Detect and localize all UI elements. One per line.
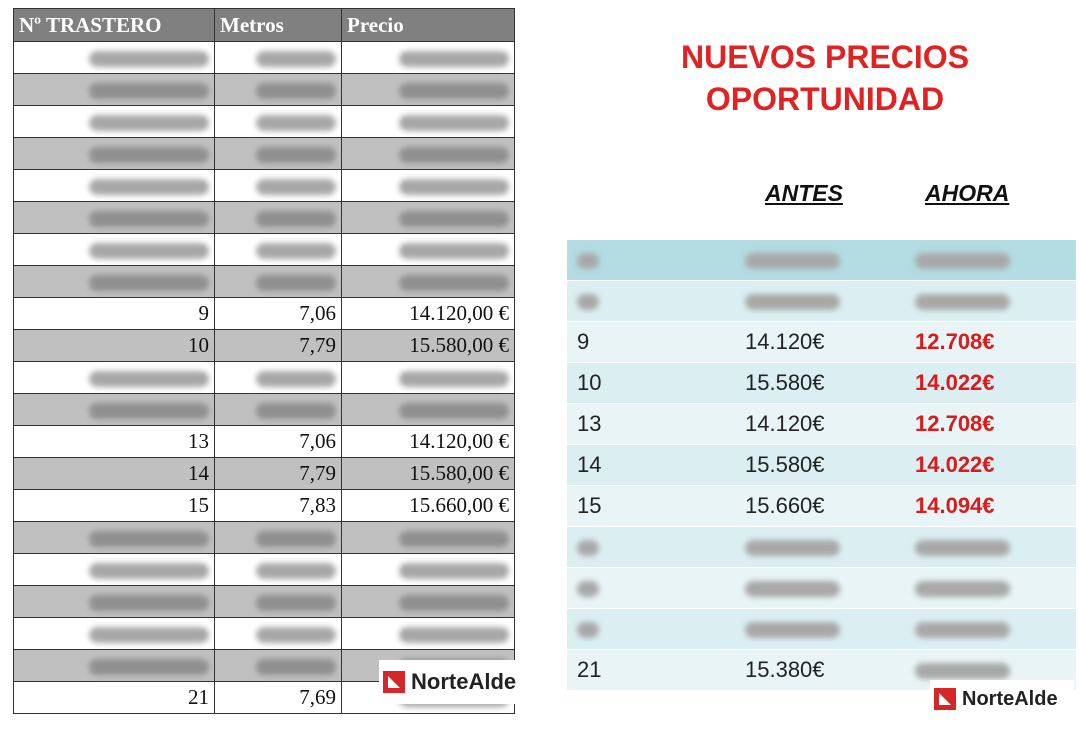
cell-antes [745, 568, 915, 609]
brand-mark-icon [934, 688, 956, 710]
cell-trastero [14, 138, 215, 170]
redaction-blur [577, 622, 599, 638]
table-row [567, 322, 1076, 363]
cell-trastero [567, 609, 745, 650]
cell-ahora [915, 527, 1076, 568]
redaction-blur [915, 294, 1010, 310]
cell-ahora [915, 609, 1076, 650]
cell-precio [342, 234, 515, 266]
redaction-blur [399, 595, 509, 611]
cell-trastero: 13 [567, 404, 745, 445]
redaction-blur [256, 595, 336, 611]
cell-precio [342, 618, 515, 650]
cell-trastero: 14 [14, 458, 215, 490]
column-label-antes: ANTES [765, 180, 843, 206]
redaction-blur [399, 563, 509, 579]
column-label-ahora: AHORA [925, 180, 1010, 206]
table-row [567, 486, 1076, 527]
cell-metros: 7,83 [215, 490, 342, 522]
headline-line-1: NUEVOS PRECIOS [680, 39, 970, 75]
redaction-blur [256, 51, 336, 67]
cell-metros [215, 554, 342, 586]
cell-metros [215, 106, 342, 138]
redaction-blur [256, 83, 336, 99]
table-row [14, 426, 515, 458]
cell-metros: 7,06 [215, 426, 342, 458]
cell-precio [342, 202, 515, 234]
redacted-row [567, 281, 1076, 322]
brand-logo-left [379, 660, 518, 704]
cell-precio [342, 170, 515, 202]
cell-metros [215, 42, 342, 74]
redaction-blur [256, 563, 336, 579]
redacted-row [14, 234, 515, 266]
cell-trastero [14, 554, 215, 586]
redaction-blur [577, 540, 599, 556]
cell-precio: 15.660,00 € [342, 490, 515, 522]
table-row [14, 298, 515, 330]
redaction-blur [89, 51, 209, 67]
cell-precio: 14.120,00 € [342, 298, 515, 330]
cell-trastero [14, 202, 215, 234]
cell-trastero [14, 650, 215, 682]
cell-trastero: 13 [14, 426, 215, 458]
cell-metros: 7,69 [215, 682, 342, 714]
redaction-blur [399, 147, 509, 163]
redaction-blur [915, 663, 1010, 679]
cell-trastero: 15 [567, 486, 745, 527]
cell-metros [215, 650, 342, 682]
cell-trastero: 9 [14, 298, 215, 330]
table-row [567, 445, 1076, 486]
redaction-blur [89, 627, 209, 643]
table-header-row [14, 9, 515, 42]
cell-antes [745, 240, 915, 281]
cell-metros [215, 170, 342, 202]
table-row [14, 330, 515, 362]
redacted-row [567, 568, 1076, 609]
cell-ahora: 12.708€ [915, 404, 1076, 445]
cell-trastero [14, 618, 215, 650]
redaction-blur [915, 622, 1010, 638]
redacted-row [14, 138, 515, 170]
cell-antes: 14.120€ [745, 404, 915, 445]
cell-precio [342, 522, 515, 554]
redaction-blur [577, 253, 599, 269]
redacted-row [14, 618, 515, 650]
cell-antes: 14.120€ [745, 322, 915, 363]
cell-antes [745, 527, 915, 568]
redaction-blur [256, 211, 336, 227]
cell-precio [342, 586, 515, 618]
cell-ahora: 14.022€ [915, 363, 1076, 404]
redaction-blur [399, 627, 509, 643]
redaction-blur [915, 540, 1010, 556]
cell-trastero: 15 [14, 490, 215, 522]
cell-ahora: 12.708€ [915, 322, 1076, 363]
cell-metros: 7,06 [215, 298, 342, 330]
cell-precio [342, 554, 515, 586]
redaction-blur [89, 211, 209, 227]
cell-precio: 14.120,00 € [342, 426, 515, 458]
redaction-blur [89, 275, 209, 291]
cell-ahora: 14.094€ [915, 486, 1076, 527]
cell-ahora [915, 240, 1076, 281]
header-metros: Metros [215, 9, 342, 42]
redacted-row [14, 554, 515, 586]
cell-metros [215, 394, 342, 426]
cell-trastero [14, 586, 215, 618]
cell-precio: 15.580,00 € [342, 330, 515, 362]
redaction-blur [89, 563, 209, 579]
redaction-blur [89, 179, 209, 195]
cell-trastero: 21 [14, 682, 215, 714]
redaction-blur [745, 581, 840, 597]
cell-antes [745, 609, 915, 650]
new-prices-table [567, 240, 1076, 691]
cell-trastero [14, 394, 215, 426]
cell-trastero [14, 522, 215, 554]
cell-ahora [915, 568, 1076, 609]
redaction-blur [399, 275, 509, 291]
brand-name: NorteAlde [962, 687, 1058, 710]
redaction-blur [256, 147, 336, 163]
redacted-row [567, 609, 1076, 650]
cell-precio [342, 394, 515, 426]
redaction-blur [399, 243, 509, 259]
redaction-blur [256, 659, 336, 675]
redaction-blur [915, 581, 1010, 597]
table-row [567, 363, 1076, 404]
table-row [14, 490, 515, 522]
cell-metros [215, 266, 342, 298]
redacted-row [567, 527, 1076, 568]
redacted-row [14, 74, 515, 106]
brand-logo-right [930, 680, 1074, 718]
redaction-blur [89, 371, 209, 387]
redaction-blur [399, 531, 509, 547]
redacted-row [14, 362, 515, 394]
redaction-blur [256, 627, 336, 643]
redaction-blur [256, 403, 336, 419]
cell-metros [215, 586, 342, 618]
cell-trastero [14, 106, 215, 138]
cell-ahora [915, 281, 1076, 322]
redaction-blur [745, 253, 840, 269]
redaction-blur [256, 243, 336, 259]
header-precio: Precio [342, 9, 515, 42]
redaction-blur [399, 83, 509, 99]
cell-precio [342, 362, 515, 394]
cell-trastero: 21 [567, 650, 745, 691]
redacted-row [14, 586, 515, 618]
cell-antes: 15.660€ [745, 486, 915, 527]
redaction-blur [256, 275, 336, 291]
cell-precio [342, 74, 515, 106]
redacted-row [14, 394, 515, 426]
redacted-row [14, 42, 515, 74]
cell-antes [745, 281, 915, 322]
redaction-blur [399, 211, 509, 227]
cell-trastero [14, 42, 215, 74]
cell-metros [215, 234, 342, 266]
cell-precio [342, 106, 515, 138]
table-row [567, 404, 1076, 445]
redaction-blur [89, 243, 209, 259]
cell-metros [215, 522, 342, 554]
headline-line-2: OPORTUNIDAD [705, 81, 945, 117]
cell-metros [215, 618, 342, 650]
cell-metros: 7,79 [215, 330, 342, 362]
cell-antes: 15.580€ [745, 445, 915, 486]
redaction-blur [745, 622, 840, 638]
brand-mark-icon [383, 671, 405, 693]
cell-metros [215, 74, 342, 106]
cell-trastero: 10 [567, 363, 745, 404]
cell-trastero [14, 170, 215, 202]
redaction-blur [399, 179, 509, 195]
redacted-row [14, 170, 515, 202]
redaction-blur [89, 595, 209, 611]
cell-ahora: 14.022€ [915, 445, 1076, 486]
redacted-row [14, 522, 515, 554]
redacted-row [567, 240, 1076, 281]
redaction-blur [256, 531, 336, 547]
redaction-blur [89, 83, 209, 99]
redaction-blur [89, 403, 209, 419]
redaction-blur [399, 115, 509, 131]
redacted-row [14, 202, 515, 234]
cell-precio [342, 42, 515, 74]
cell-precio [342, 138, 515, 170]
cell-metros [215, 362, 342, 394]
redaction-blur [399, 403, 509, 419]
cell-trastero [567, 527, 745, 568]
redaction-blur [745, 294, 840, 310]
redaction-blur [256, 371, 336, 387]
redacted-row [14, 106, 515, 138]
header-trastero: Nº TRASTERO [14, 9, 215, 42]
table-row [14, 458, 515, 490]
redaction-blur [89, 531, 209, 547]
redacted-row [14, 266, 515, 298]
cell-trastero [14, 74, 215, 106]
redaction-blur [577, 294, 599, 310]
cell-trastero [14, 362, 215, 394]
cell-metros: 7,79 [215, 458, 342, 490]
redaction-blur [577, 581, 599, 597]
redaction-blur [256, 179, 336, 195]
headline [600, 36, 1050, 120]
cell-trastero [567, 240, 745, 281]
cell-precio: 15.580,00 € [342, 458, 515, 490]
cell-trastero [14, 234, 215, 266]
brand-name: NorteAlde [411, 669, 517, 694]
cell-antes: 15.380€ [745, 650, 915, 691]
cell-trastero [567, 281, 745, 322]
cell-antes: 15.580€ [745, 363, 915, 404]
cell-trastero [567, 568, 745, 609]
redaction-blur [89, 115, 209, 131]
cell-metros [215, 138, 342, 170]
cell-trastero: 14 [567, 445, 745, 486]
redaction-blur [89, 147, 209, 163]
cell-trastero: 10 [14, 330, 215, 362]
price-list-table [13, 8, 515, 714]
redaction-blur [256, 115, 336, 131]
redaction-blur [745, 540, 840, 556]
cell-metros [215, 202, 342, 234]
redaction-blur [399, 51, 509, 67]
redaction-blur [399, 371, 509, 387]
cell-precio [342, 266, 515, 298]
redaction-blur [89, 659, 209, 675]
redaction-blur [915, 253, 1010, 269]
cell-trastero [14, 266, 215, 298]
cell-trastero: 9 [567, 322, 745, 363]
